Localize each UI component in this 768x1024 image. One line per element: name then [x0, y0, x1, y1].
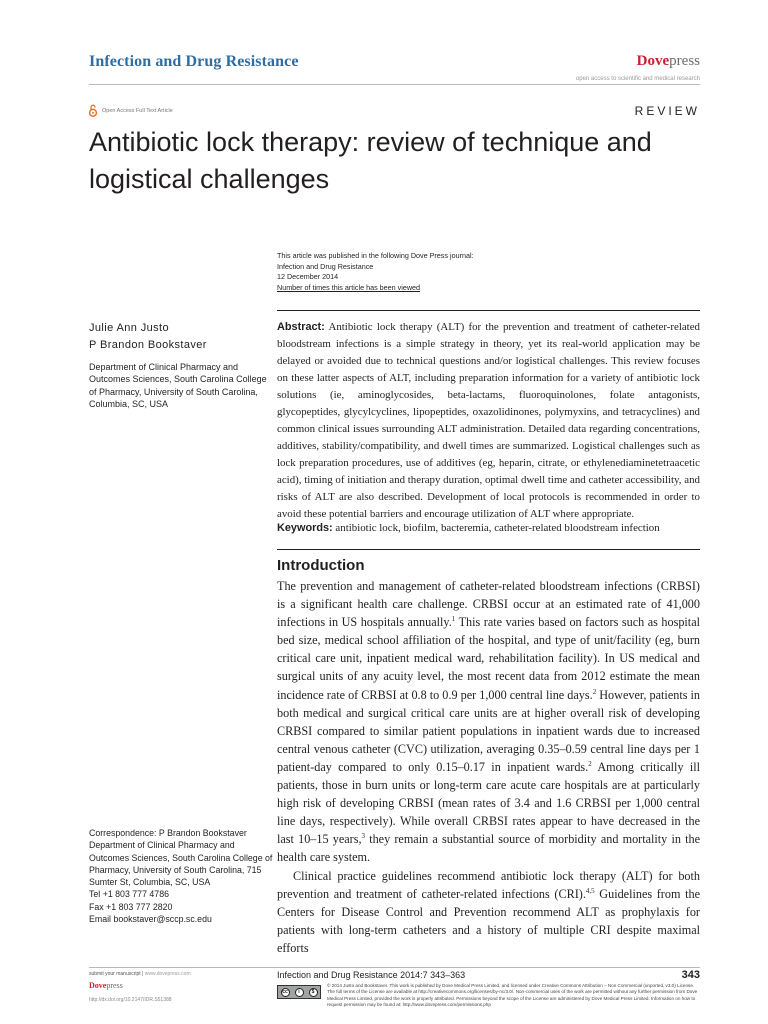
author-name: P Brandon Bookstaver — [89, 339, 207, 351]
submit-label: submit your manuscript — [89, 971, 141, 977]
abstract-label: Abstract: — [277, 321, 325, 333]
correspondence-address: Department of Clinical Pharmacy and Outcomes Sciences, South Carolina College of Pharmacy, University of South Carolina, 715 Sumter St, Columbia, SC, USA — [89, 840, 273, 888]
abstract — [277, 319, 700, 523]
nc-icon: $ — [309, 988, 318, 997]
text-run: Among critically ill patients, those in burn units or long-term care acute care hospitals are at particularly high risk of developing CRBSI (mean rates of 3.4 and 1.6 CRBSI per 1,000 central line days, respectively). While overall CRBSI rates appear to have decreased in the last 10–15 years, — [277, 759, 701, 847]
text-run: they remain a substantial source of morbidity and mortality in the health care system. — [277, 832, 700, 865]
open-access-label: Open Access Full Text Article — [102, 107, 173, 114]
text-run: Clinical practice guidelines recommend antibiotic lock therapy (ALT) for both prevention and treatment of catheter-related infections (CRI). — [277, 868, 700, 901]
author-list — [89, 320, 207, 354]
citation-reference[interactable]: 3 — [361, 832, 366, 841]
publisher-logo[interactable] — [637, 53, 700, 70]
footer-logo-dove: Dove — [89, 981, 107, 990]
intro-paragraph — [277, 867, 700, 957]
citation-reference[interactable]: 4,5 — [585, 886, 595, 895]
footer-divider — [89, 967, 700, 968]
page-number: 343 — [681, 969, 700, 981]
intro-paragraph — [277, 577, 700, 867]
abstract-divider — [277, 310, 700, 311]
correspondence-email[interactable]: Email bookstaver@sccp.sc.edu — [89, 914, 212, 925]
correspondence-block — [89, 827, 274, 925]
footer-citation: Infection and Drug Resistance 2014:7 343–363 — [277, 970, 466, 980]
by-icon: i — [295, 988, 304, 997]
license-text: © 2014 Justo and Bookstaver. This work is published by Dove Medical Press Limited, and licensed under Creative Commons Attribution – Non Commercial (unported, v3.0) License. The full terms of the License are available at http://creativecommons.org/licenses/by-nc/3.0/. Non-commercial uses of the work are permitted without any further permission from Dove Medical Press Limited, provided the work is properly attributed. Permissions beyond the scope of the License are administered by Dove Medical Press Limited. Information on how to request permission may be found at: http://www.dovepress.com/permissions.php — [327, 983, 698, 1008]
pub-info-date: 12 December 2014 — [277, 272, 339, 281]
views-link[interactable]: Number of times this article has been viewed — [277, 282, 421, 292]
text-run: However, patients in both medical and surgical critical care units are at higher overall risk of developing CRBSI compared to similar patient populations in inpatient wards due to increased central venous catheter (CVC) utilization, averaging 0.35–0.59 central line days per 1 patient-day compared to only 0.15–0.17 in inpatient wards. — [277, 687, 701, 774]
open-access-badge — [88, 104, 173, 117]
pub-info-line: This article was published in the following Dove Press journal: — [277, 251, 474, 260]
cc-icon: cc — [282, 988, 288, 995]
submit-manuscript-link[interactable]: submit your manuscript | www.dovepress.com — [89, 971, 191, 977]
header-divider — [89, 84, 700, 85]
creative-commons-badge-icon[interactable] — [277, 985, 321, 999]
abstract-text: Antibiotic lock therapy (ALT) for the prevention and treatment of catheter-related bloodstream infections is a simple strategy in theory, yet its real-world application may be delayed or avoided due to technical questions and/or logistical challenges. This review focuses on these latter aspects of ALT, including preparation information for a variety of antibiotic lock solutions (ie, aminoglycosides, beta-lactams, fluoroquinolones, folate antagonists, glycopeptides, glycylcyclines, lipopeptides, oxazolidinones, polymyxins, and tetracyclines) and common clinical issues surrounding ALT administration. Detailed data regarding concentrations, additives, stability/compatibility, and dwell times are summarized. Logistical challenges such as lock preparation procedures, use of additives (eg, heparin, citrate, or ethylenediaminetetraacetic acid), timing of initiation and therapy duration, optimal dwell time and catheter accessibility, and risks of ALT are also described. Development of local protocols is recommended in order to avoid these potential barriers and encourage utilization of ALT where appropriate. — [277, 321, 700, 520]
keywords-text: antibiotic lock, biofilm, bacteremia, catheter-related bloodstream infection — [335, 522, 660, 534]
submit-url: www.dovepress.com — [144, 971, 191, 977]
correspondence-author: Correspondence: P Brandon Bookstaver — [89, 828, 247, 838]
open-access-lock-icon — [88, 104, 98, 117]
keywords — [277, 520, 700, 537]
text-run: This rate varies based on factors such as hospital bed size, medical school affiliation of the hospital, and type of unit/facility (eg, burn critical care unit, inpatient medical ward, rehabilitation facility). In US medical and surgical units of any acuity level, the most recent data from 2012 estimate the mean incidence rate of CRBSI at 0.8 to 0.9 per 1,000 central line days. — [277, 615, 700, 702]
keywords-label: Keywords: — [277, 522, 333, 534]
correspondence-fax: Fax +1 803 777 2820 — [89, 901, 173, 912]
footer-logo-press: press — [106, 981, 123, 990]
text-run: Guidelines from the Centers for Disease Control and Prevention recommend ALT as prophylaxis for patients with long-term catheters and a history of multiple CRI despite maximal efforts — [277, 886, 700, 955]
publisher-tagline: open access to scientific and medical research — [575, 76, 700, 82]
logo-dove: Dove — [636, 53, 670, 69]
introduction-body — [277, 577, 700, 957]
citation-reference[interactable]: 2 — [592, 687, 597, 696]
correspondence-tel: Tel +1 803 777 4786 — [89, 889, 169, 900]
publication-info — [277, 251, 474, 293]
doi-link[interactable]: http://dx.doi.org/10.2147/IDR.S51388 — [89, 997, 172, 1003]
author-name: Julie Ann Justo — [89, 322, 169, 334]
logo-press: press — [669, 53, 700, 69]
citation-reference[interactable]: 2 — [588, 759, 592, 768]
text-run: The prevention and management of catheter-related bloodstream infections (CRBSI) is a significant health care challenge. CRBSI occur at an estimated rate of 41,000 infections in US hospitals annually. — [277, 579, 700, 630]
footer-publisher-logo[interactable] — [89, 981, 123, 990]
article-title: Antibiotic lock therapy: review of technique and logistical challenges — [89, 127, 652, 194]
journal-title[interactable]: Infection and Drug Resistance — [89, 53, 299, 70]
pub-info-journal: Infection and Drug Resistance — [277, 261, 374, 271]
author-affiliation: Department of Clinical Pharmacy and Outcomes Sciences, South Carolina College of Pharmacy, University of South Carolina, Columbia, SC, USA — [89, 362, 267, 409]
section-divider — [277, 549, 700, 550]
citation-reference[interactable]: 1 — [451, 615, 456, 624]
introduction-heading: Introduction — [277, 557, 365, 574]
article-type-label: REVIEW — [634, 104, 700, 118]
